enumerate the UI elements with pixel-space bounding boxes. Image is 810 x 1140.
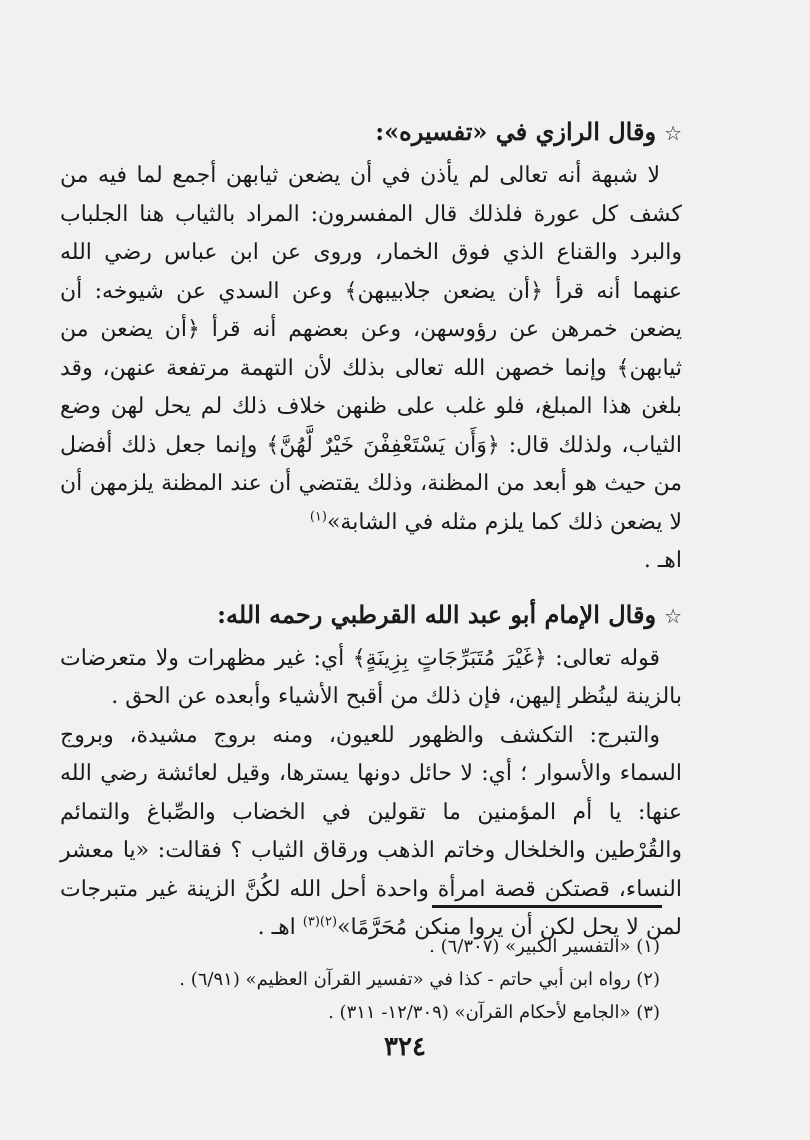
main-text xyxy=(60,112,682,948)
razi-paragraph xyxy=(60,157,682,542)
paragraph-text: والتبرج: التكشف والظهور للعيون، ومنه بروج مشيدة، وبروج السماء والأسوار ؛ أي: لا حائل دونها يسترها، وقيل لعائشة رضي الله عنها: يا أم المؤمنين ما تقولين في الخضاب والصِّباغ والتمائم والقُرْطين والخلخال وخاتم الذهب ورقاق الثياب ؟ فقالت: «يا معشر النساء، قصتكن قصة امرأة واحدة أحل الله لكُنَّ الزينة غير متبرجات لمن لا يحل لكن أن يروا منكن مُحَرَّمًا» xyxy=(60,722,682,940)
qurtubi-ending: اهـ . xyxy=(257,915,296,940)
section-heading-qurtubi xyxy=(60,595,682,636)
footnote-divider xyxy=(432,905,662,908)
footnote-ref-2-3: (٢)(٣) xyxy=(302,914,338,930)
qurtubi-paragraph-2 xyxy=(60,717,682,948)
heading-text: وقال الإمام أبو عبد الله القرطبي رحمه الله: xyxy=(217,599,657,629)
star-icon: ☆ xyxy=(664,603,682,628)
footnote-3: (٣) «الجامع لأحكام القرآن» (١٢/٣٠٩- ٣١١) . xyxy=(328,1002,660,1023)
footnote-2: (٢) رواه ابن أبي حاتم - كذا في «تفسير القرآن العظيم» (٦/٩١) . xyxy=(179,969,660,990)
section-heading-razi xyxy=(60,112,682,153)
heading-text: وقال الرازي في «تفسيره»: xyxy=(375,117,657,146)
paragraph-text: لا شبهة أنه تعالى لم يأذن في أن يضعن ثيابهن أجمع لما فيه من كشف كل عورة فلذلك قال المفسرون: المراد بالثياب هنا الجلباب والبرد والقناع الذي فوق الخمار، وروى عن ابن عباس رضي الله عنهما أنه قرأ ﴿أن يضعن جلابيبهن﴾ وعن السدي عن شيوخه: أن يضعن خمرهن عن رؤوسهن، وعن بعضهم أنه قرأ ﴿أن يضعن من ثيابهن﴾ وإنما خصهن الله تعالى بذلك لأن التهمة مرتفعة عنهن، وقد بلغن هذا المبلغ، فلو غلب على ظنهن خلاف ذلك لم يحل لهن وضع الثياب، ولذلك قال: ﴿وَأَن يَسْتَعْفِفْنَ خَيْرٌ لَّهُنَّ﴾ وإنما جعل ذلك أفضل من حيث هو أبعد من المظنة، وذلك يقتضي أن عند المظنة يلزمهن أن لا يضعن ذلك كما يلزم مثله في الشابة» xyxy=(60,163,682,535)
star-icon: ☆ xyxy=(664,121,682,145)
qurtubi-paragraph-1: قوله تعالى: ﴿غَيْرَ مُتَبَرِّجَاتٍ بِزِينَةٍ﴾ أي: غير مظهرات ولا متعرضات بالزينة لينُظر إليهن، فإن ذلك من أقبح الأشياء وأبعده عن الحق . xyxy=(60,645,682,709)
footnote-ref-1: (١) xyxy=(309,509,327,525)
page-number: ٣٢٤ xyxy=(384,1032,426,1062)
footnote-1: (١) «التفسير الكبير» (٦/٣٠٧) . xyxy=(429,936,660,957)
footnotes xyxy=(60,930,660,1029)
section-gap xyxy=(60,581,682,595)
razi-ending: اهـ . xyxy=(643,548,682,573)
